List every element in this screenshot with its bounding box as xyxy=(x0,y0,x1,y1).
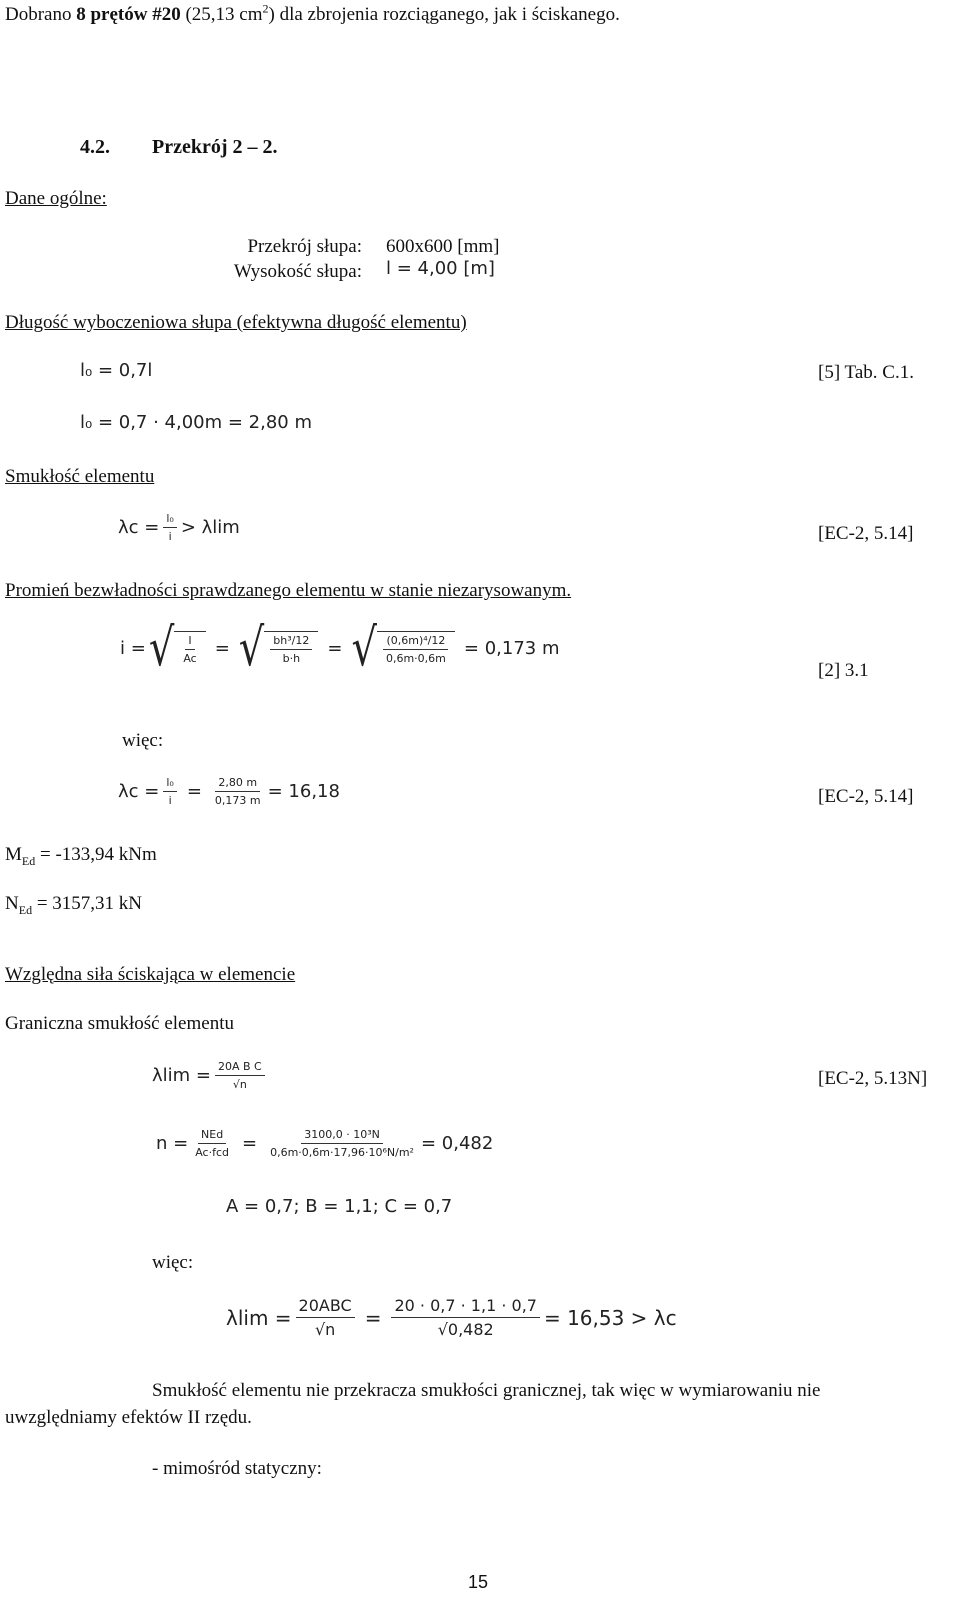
moment-value: $M_{Ed} = -133,94$ kNm xyxy=(5,844,157,868)
conclusion-line-2: uwzględniamy efektów II rzędu. xyxy=(5,1407,252,1428)
radius-ref: [2] 3.1 xyxy=(818,660,869,681)
eccentricity-label: - mimośród statyczny: xyxy=(152,1458,322,1479)
buckling-eq-1: l₀ = 0,7l xyxy=(80,360,153,381)
radius-label: Promień bezwładności sprawdzanego elementu w stanie niezarysowanym. xyxy=(5,580,572,601)
conclusion-line-1: Smukłość elementu nie przekracza smukłości granicznej, tak więc w wymiarowaniu nie xyxy=(152,1380,821,1401)
limit-eq: λlim = $\frac{\text{20A B C}}{√n}$ xyxy=(152,1060,269,1091)
sqrt-symbol: √ xyxy=(351,618,377,678)
so-label-2: więc: xyxy=(152,1252,194,1273)
rebar-spec: 8 prętów #20 xyxy=(76,4,181,25)
n-calc-eq: n = NEd Ac·fcd = $\frac{\text{3100,0 · 10³N}}{\text{0,6m·0,6m·17,96·10⁶N/m²}}$ = 0,482 xyxy=(156,1128,494,1159)
sqrt-symbol: √ xyxy=(148,618,175,678)
buckling-eq-2: l₀ = 0,7 · 4,00m = 2,80 m xyxy=(80,412,313,433)
column-height-label: Wysokość słupa: xyxy=(233,261,362,282)
slenderness-eq: λc = $\frac{\text{l₀}}{i}$ > λlim xyxy=(118,512,240,543)
radius-eq: i = √ $\frac{I}{Ac}$ = √ $\frac{\text{bh³/12}}{b\cdot h}$ = √ $\frac{\text{(0,6m)⁴/12}}{0,6m\cdot 0,6m}$ = 0,173 m xyxy=(120,618,560,678)
section-title: Przekrój 2 – 2. xyxy=(152,136,278,158)
slenderness-label: Smukłość elementu xyxy=(5,466,155,487)
page-number: 15 xyxy=(468,1572,489,1592)
column-section-value: 600x600 [mm] xyxy=(386,236,500,257)
so-label-1: więc: xyxy=(122,730,164,751)
lambda-calc-ref: [EC-2, 5.14] xyxy=(818,786,914,807)
slenderness-ref: [EC-2, 5.14] xyxy=(818,523,914,544)
intro-text: Dobrano 8 prętów #20 (25,13 $cm^2$) dla zbrojenia rozciąganego, jak i ściskanego. xyxy=(5,1,620,25)
limit-calc-eq: λlim = 20ABC √n = $\frac{20 \cdot 0,7 \cdot 1,1 \cdot 0,7}{√0,482}$ = 16,53 > λc xyxy=(226,1296,677,1339)
relative-force-label: Względna siła ściskająca w elemencie xyxy=(5,964,296,985)
section-number: 4.2. xyxy=(80,136,110,158)
lambda-calc-eq: λc = $\frac{\text{l₀}}{i}$ = $\frac{2,80 m}{0,173 m}$ = 16,18 xyxy=(118,776,340,807)
buckling-label: Długość wyboczeniowa słupa (efektywna długość elementu) xyxy=(5,312,467,333)
slenderness-fraction: $\frac{\text{l₀}}{i}$ xyxy=(163,512,176,543)
limit-label: Graniczna smukłość elementu xyxy=(5,1013,234,1034)
limit-ref: [EC-2, 5.13N] xyxy=(818,1068,928,1089)
sqrt-symbol: √ xyxy=(238,618,265,678)
axial-force-value: $N_{Ed} = 3157,31$ kN xyxy=(5,893,143,917)
column-height-eq: l = 4,00 [m] xyxy=(386,258,495,279)
general-label: Dane ogólne: xyxy=(5,188,107,209)
column-section-label: Przekrój słupa: xyxy=(247,236,362,257)
abc-values: A = 0,7; B = 1,1; C = 0,7 xyxy=(226,1196,453,1217)
buckling-ref: [5] Tab. C.1. xyxy=(818,362,914,383)
